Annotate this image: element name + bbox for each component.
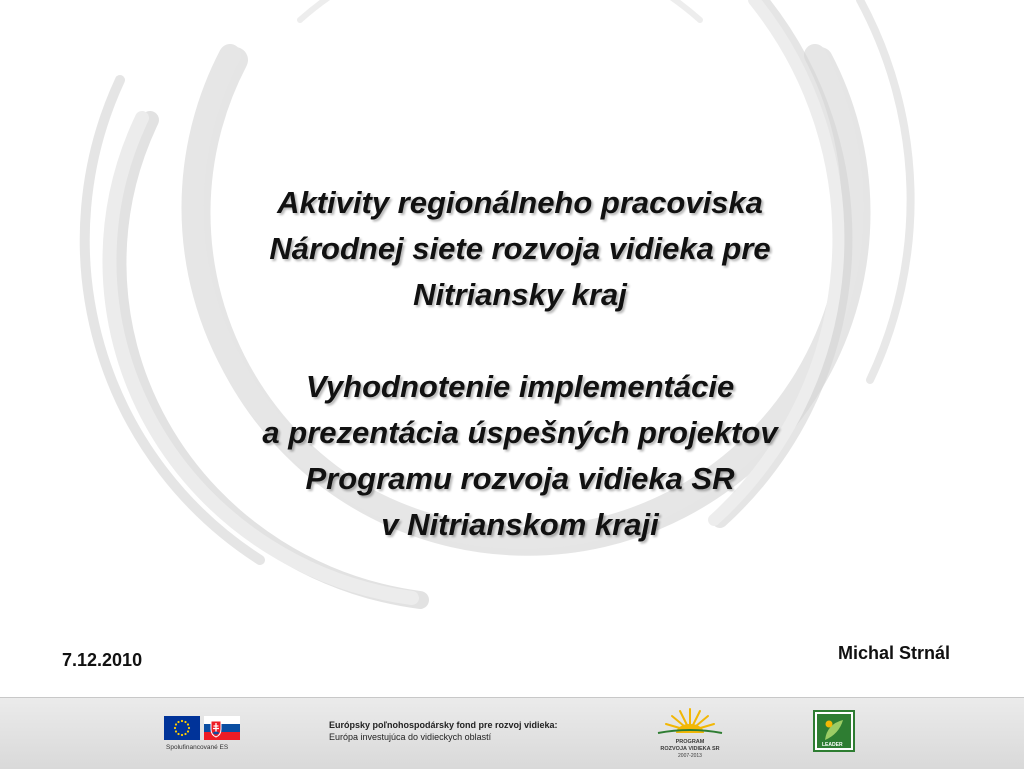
cofinanced-label: Spolufinancované ES	[166, 744, 229, 751]
subtitle-line: v Nitrianskom kraji	[381, 507, 659, 542]
presentation-date: 7.12.2010	[62, 650, 143, 670]
fund-text	[329, 720, 558, 742]
svg-text:PROGRAM: PROGRAM	[675, 739, 705, 745]
svg-text:LEADER: LEADER	[822, 742, 843, 748]
subtitle-line: Programu rozvoja vidieka SR	[305, 461, 735, 496]
fund-line-2: Európa investujúca do vidieckych oblastí	[329, 732, 492, 742]
title-line: Aktivity regionálneho pracoviska	[277, 185, 763, 220]
svg-text:2007-2013: 2007-2013	[678, 753, 702, 759]
subtitle-line: Vyhodnotenie implementácie	[305, 369, 735, 404]
fund-line-1: Európsky poľnohospodársky fond pre rozvoj vidieka:	[329, 720, 558, 730]
title-block	[160, 180, 880, 548]
leader-logo	[813, 710, 855, 752]
subtitle-line: a prezentácia úspešných projektov	[262, 415, 778, 450]
title-line: Národnej siete rozvoja vidieka pre	[269, 231, 771, 266]
prv-sun-logo	[650, 703, 730, 763]
author-name: Michal Strnál	[838, 643, 951, 663]
eu-flag-icon	[164, 716, 200, 740]
svg-text:ROZVOJA VIDIEKA SR: ROZVOJA VIDIEKA SR	[660, 746, 720, 752]
footer-bar	[0, 697, 1024, 769]
slovak-flag-icon	[204, 716, 240, 740]
title-gap	[160, 318, 880, 364]
title-line: Nitriansky kraj	[413, 277, 627, 312]
